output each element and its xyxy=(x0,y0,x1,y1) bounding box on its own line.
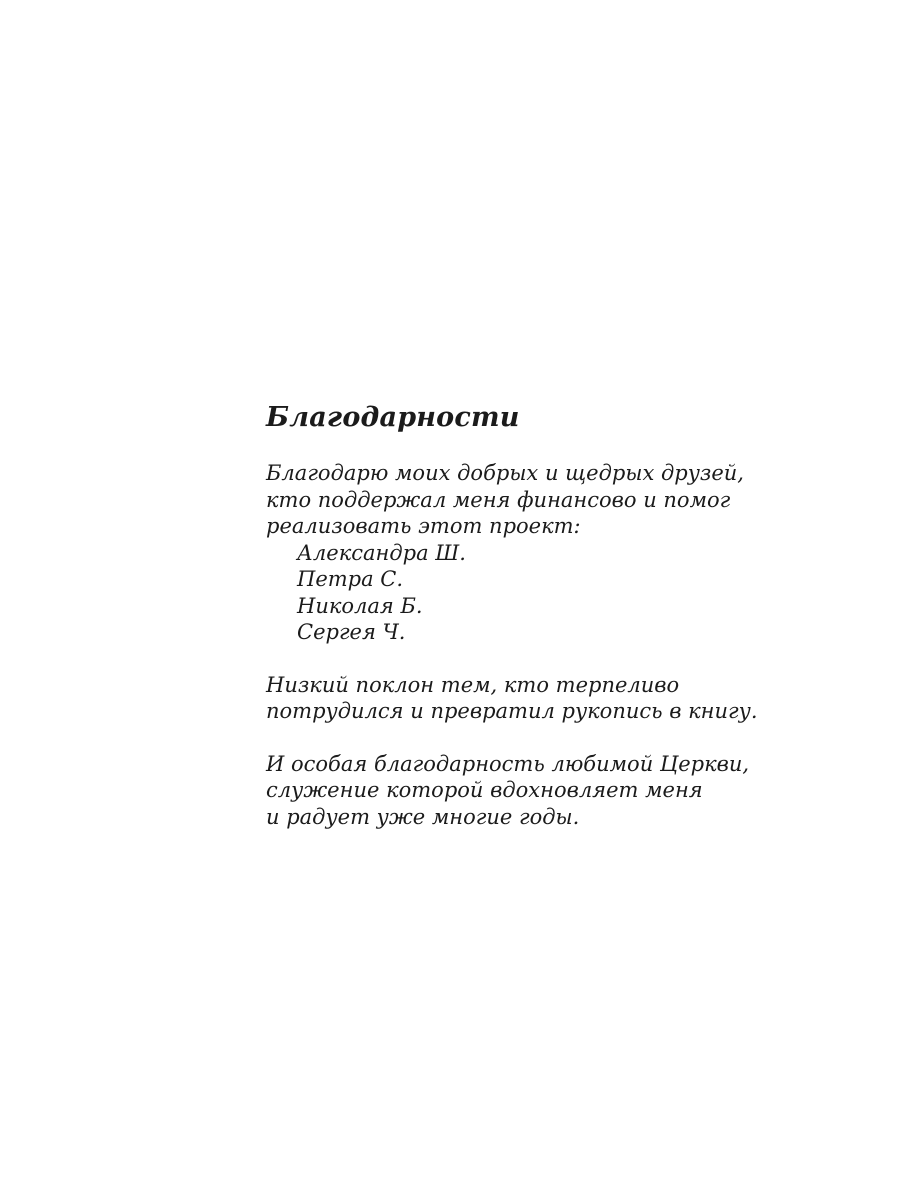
donor-name-list xyxy=(266,540,826,646)
text-line: и радует уже многие годы. xyxy=(266,804,580,829)
text-line: И особая благодарность любимой Церкви, xyxy=(266,751,750,776)
donor-name: Петра С. xyxy=(297,567,404,591)
donor-name: Сергея Ч. xyxy=(297,620,406,644)
text-line: Низкий поклон тем, кто терпеливо xyxy=(266,672,680,697)
text-line: реализовать этот проект: xyxy=(266,514,581,538)
text-line: служение которой вдохновляет меня xyxy=(266,778,703,802)
text-line: Благодарю моих добрых и щедрых друзей, xyxy=(266,461,744,485)
thanks-paragraph xyxy=(266,672,826,725)
text-line: потрудился и превратил рукопись в книгу. xyxy=(266,699,758,723)
donor-name: Александра Ш. xyxy=(297,540,466,565)
gratitude-paragraph xyxy=(266,460,826,540)
church-paragraph xyxy=(266,751,826,831)
acknowledgements-section xyxy=(266,398,826,830)
page-title: Благодарности xyxy=(266,402,520,433)
text-line: кто поддержал меня финансово и помог xyxy=(266,487,731,512)
donor-name: Николая Б. xyxy=(297,593,423,618)
